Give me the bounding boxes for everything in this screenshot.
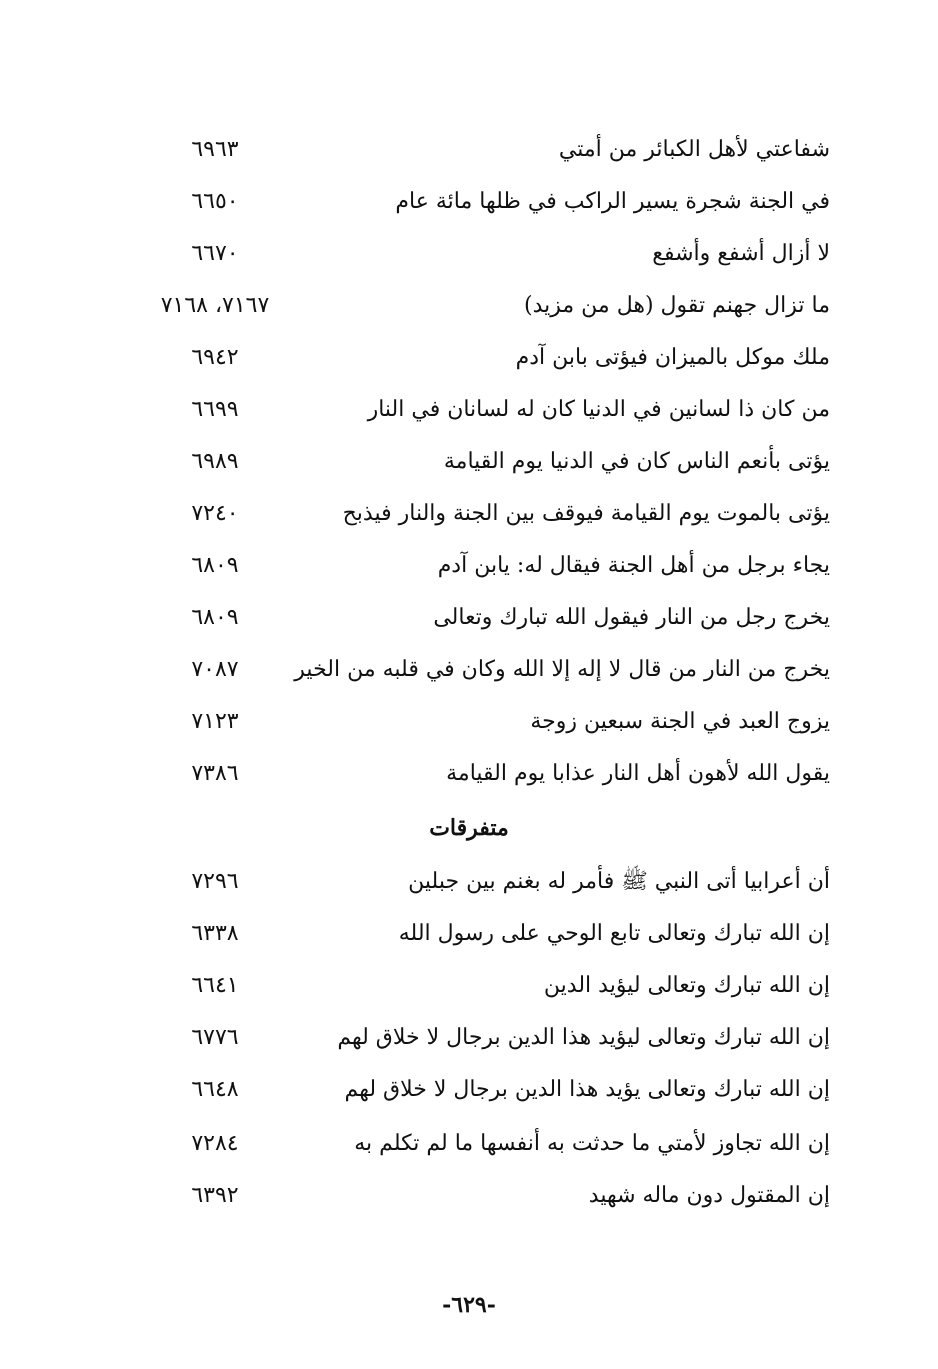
hadith-number: ٦٧٧٦ (191, 1025, 239, 1050)
hadith-number: ٦٩٤٢ (191, 345, 239, 370)
hadith-text: إن الله تبارك وتعالى تابع الوحي على رسول الله (398, 921, 830, 946)
hadith-text: من كان ذا لسانين في الدنيا كان له لسانان في النار (367, 397, 830, 422)
hadith-number: ٧٢٩٦ (191, 869, 239, 894)
index-entry (130, 338, 830, 378)
misc-entry (130, 966, 830, 1006)
section-heading: متفرقات (429, 815, 509, 841)
index-entry (130, 546, 830, 586)
hadith-number: ٦٣٣٨ (191, 921, 239, 946)
hadith-number: ٧٠٨٧ (191, 657, 239, 682)
hadith-text: إن المقتول دون ماله شهيد (588, 1183, 830, 1208)
hadith-text: لا أزال أشفع وأشفع (652, 241, 830, 266)
hadith-number: ٦٦٩٩ (191, 397, 239, 422)
hadith-text: أن أعرابيا أتى النبي ﷺ فأمر له بغنم بين جبلين (408, 869, 830, 894)
hadith-number: ٦٦٤١ (191, 973, 239, 998)
hadith-text: شفاعتي لأهل الكبائر من أمتي (558, 137, 830, 162)
hadith-text: يخرج من النار من قال لا إله إلا الله وكان في قلبه من الخير (294, 657, 830, 682)
index-entry (130, 234, 830, 274)
hadith-number: ٦٦٧٠ (191, 241, 239, 266)
hadith-number: ٦٣٩٢ (191, 1183, 239, 1208)
page-number: -٦٢٩- (442, 1292, 496, 1318)
hadith-text: يزوج العبد في الجنة سبعين زوجة (530, 709, 830, 734)
index-entry (130, 494, 830, 534)
hadith-number: ٦٦٥٠ (191, 189, 239, 214)
index-entry (130, 390, 830, 430)
hadith-number: ٧١٦٧، ٧١٦٨ (160, 293, 270, 318)
index-entry (130, 702, 830, 742)
hadith-text: إن الله تبارك وتعالى يؤيد هذا الدين برجال لا خلاق لهم (344, 1077, 830, 1102)
index-entry (130, 754, 830, 794)
index-entry (130, 442, 830, 482)
hadith-number: ٦٨٠٩ (191, 605, 239, 630)
hadith-text: إن الله تبارك وتعالى ليؤيد هذا الدين برجال لا خلاق لهم (337, 1025, 830, 1050)
hadith-text: في الجنة شجرة يسير الراكب في ظلها مائة عام (395, 189, 830, 214)
hadith-text: إن الله تجاوز لأمتي ما حدثت به أنفسها ما لم تكلم به (354, 1131, 830, 1156)
hadith-text: يخرج رجل من النار فيقول الله تبارك وتعالى (433, 605, 830, 630)
hadith-number: ٦٩٦٣ (191, 137, 239, 162)
misc-entry (130, 1070, 830, 1110)
index-entry (130, 182, 830, 222)
hadith-number: ٦٩٨٩ (191, 449, 239, 474)
hadith-text: ملك موكل بالميزان فيؤتى بابن آدم (515, 345, 830, 370)
misc-entry (130, 1018, 830, 1058)
hadith-number: ٧٣٨٦ (191, 761, 239, 786)
hadith-number: ٧٢٨٤ (191, 1131, 239, 1156)
hadith-text: يؤتى بأنعم الناس كان في الدنيا يوم القيامة (443, 449, 830, 474)
hadith-number: ٦٦٤٨ (191, 1077, 239, 1102)
misc-entry (130, 914, 830, 954)
misc-entry (130, 1176, 830, 1216)
misc-entry (130, 1124, 830, 1164)
hadith-text: يجاء برجل من أهل الجنة فيقال له: يابن آدم (437, 553, 830, 578)
hadith-number: ٦٨٠٩ (191, 553, 239, 578)
index-entry (130, 650, 830, 690)
misc-entry (130, 862, 830, 902)
index-entry (130, 286, 830, 326)
index-entry (130, 130, 830, 170)
hadith-text: ما تزال جهنم تقول (هل من مزيد) (524, 293, 830, 318)
index-entry (130, 598, 830, 638)
hadith-text: يؤتى بالموت يوم القيامة فيوقف بين الجنة والنار فيذبح (342, 501, 830, 526)
hadith-number: ٧٢٤٠ (191, 501, 239, 526)
hadith-text: يقول الله لأهون أهل النار عذابا يوم القيامة (446, 761, 830, 786)
hadith-number: ٧١٢٣ (191, 709, 239, 734)
hadith-text: إن الله تبارك وتعالى ليؤيد الدين (543, 973, 830, 998)
